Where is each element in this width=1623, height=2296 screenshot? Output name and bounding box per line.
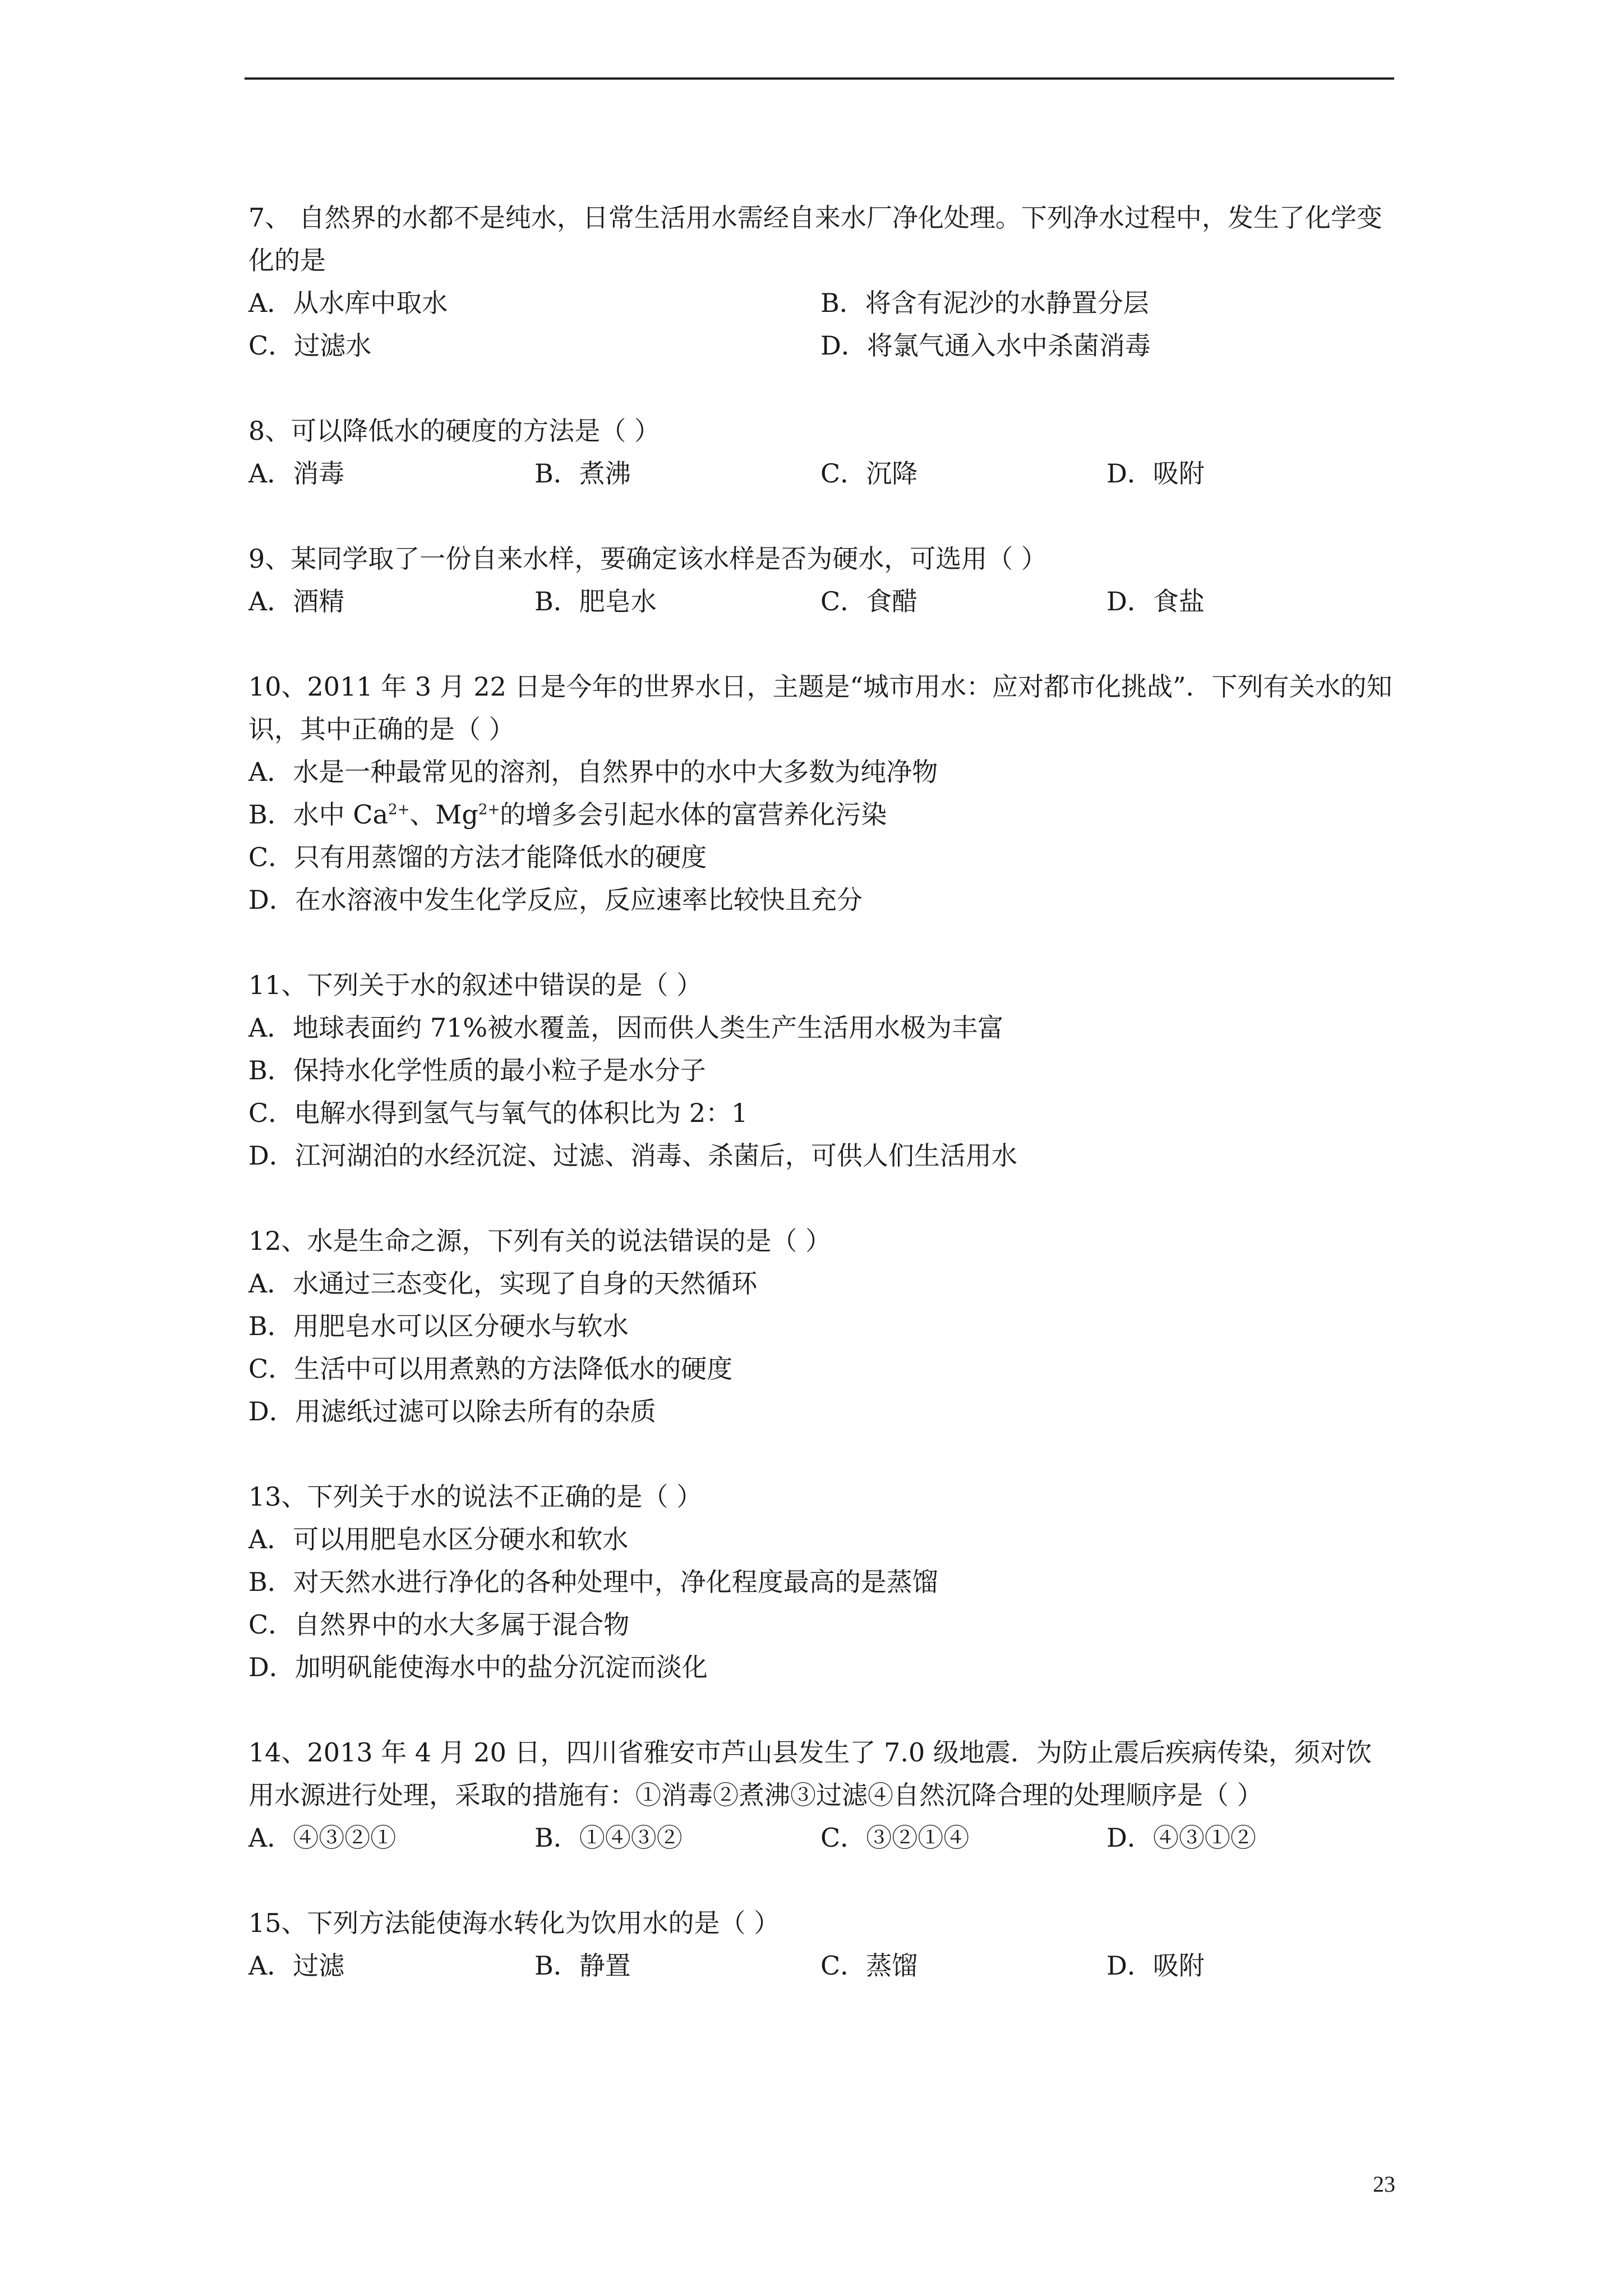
calcium-ion-charge: 2+ [388, 801, 410, 818]
question-15-option-a: A．过滤 [248, 1950, 345, 1981]
question-9-option-c: C．食醋 [820, 586, 918, 616]
question-9-stem: 9、某同学取了一份自来水样，要确定该水样是否为硬水，可选用（ ） [248, 544, 1047, 574]
question-12-option-b: B．用肥皂水可以区分硬水与软水 [248, 1311, 629, 1341]
question-14-option-d: D．④③①② [1106, 1823, 1256, 1853]
question-14-option-a: A．④③②① [248, 1823, 396, 1853]
question-11-option-a: A．地球表面约 71%被水覆盖，因而供人类生产生活用水极为丰富 [248, 1013, 1004, 1043]
question-15-option-b: B．静置 [534, 1950, 631, 1981]
question-8-stem: 8、可以降低水的硬度的方法是（ ） [248, 416, 660, 446]
question-13-option-b: B．对天然水进行净化的各种处理中，净化程度最高的是蒸馏 [248, 1567, 938, 1597]
question-12-option-d: D．用滤纸过滤可以除去所有的杂质 [248, 1396, 656, 1427]
question-11-option-d: D．江河湖泊的水经沉淀、过滤、消毒、杀菌后，可供人们生活用水 [248, 1140, 1017, 1171]
question-15-options [248, 1944, 1395, 1987]
question-14-option-c: C．③②①④ [820, 1823, 970, 1853]
question-12-option-c: C．生活中可以用煮熟的方法降低水的硬度 [248, 1354, 733, 1384]
question-11-option-c: C．电解水得到氢气与氧气的体积比为 2：1 [248, 1098, 748, 1128]
header-rule [245, 77, 1394, 80]
question-list [248, 196, 1395, 2030]
question-10-option-b-pre: B．水中 Ca [248, 799, 389, 830]
question-10-option-b-mid: 、Mg [409, 799, 478, 830]
question-11 [248, 964, 1395, 1177]
question-9 [248, 537, 1395, 623]
question-11-options [248, 1006, 1395, 1177]
question-9-options [248, 580, 1395, 623]
question-10-option-d: D．在水溶液中发生化学反应，反应速率比较快且充分 [248, 885, 863, 915]
question-12 [248, 1220, 1395, 1433]
question-13-option-a: A．可以用肥皂水区分硬水和软水 [248, 1524, 629, 1554]
question-14 [248, 1731, 1395, 1859]
question-9-option-b: B．肥皂水 [534, 586, 657, 616]
question-14-stem: 14、2013 年 4 月 20 日，四川省雅安市芦山县发生了 7.0 级地震．为防止震后疾病传染，须对饮用水源进行处理，采取的措施有：①消毒②煮沸③过滤④自然沉降合理的处理顺序是（ ） [248, 1737, 1372, 1810]
question-15-stem: 15、下列方法能使海水转化为饮用水的是（ ） [248, 1908, 780, 1938]
question-7-option-d: D．将氯气通入水中杀菌消毒 [820, 330, 1151, 361]
question-13 [248, 1475, 1395, 1688]
question-7-option-b: B．将含有泥沙的水静置分层 [820, 288, 1149, 318]
question-7-stem: 7、 自然界的水都不是纯水，日常生活用水需经自来水厂净化处理。下列净水过程中，发生了化学变化的是 [248, 203, 1382, 275]
question-10-option-b [248, 793, 1395, 836]
question-13-options [248, 1518, 1395, 1688]
question-13-stem: 13、下列关于水的说法不正确的是（ ） [248, 1481, 703, 1512]
question-8-option-a: A．消毒 [248, 458, 345, 489]
question-10-option-c: C．只有用蒸馏的方法才能降低水的硬度 [248, 842, 707, 872]
question-8-options [248, 452, 1395, 495]
question-9-option-d: D．食盐 [1106, 586, 1205, 616]
question-11-stem: 11、下列关于水的叙述中错误的是（ ） [248, 970, 703, 1000]
question-14-options [248, 1816, 1395, 1859]
question-7-option-a: A．从水库中取水 [248, 288, 448, 318]
question-15-option-c: C．蒸馏 [820, 1950, 918, 1981]
question-10-options [248, 751, 1395, 921]
question-8-option-c: C．沉降 [820, 458, 918, 489]
page-number: 23 [1373, 2171, 1395, 2197]
question-10-option-b-post: 的增多会引起水体的富营养化污染 [500, 799, 887, 830]
magnesium-ion-charge: 2+ [478, 801, 500, 818]
question-7 [248, 196, 1395, 367]
question-14-option-b: B．①④③② [534, 1823, 683, 1853]
question-12-options [248, 1262, 1395, 1433]
question-11-option-b: B．保持水化学性质的最小粒子是水分子 [248, 1055, 706, 1085]
question-10 [248, 665, 1395, 921]
question-13-option-c: C．自然界中的水大多属于混合物 [248, 1609, 630, 1640]
question-12-stem: 12、水是生命之源，下列有关的说法错误的是（ ） [248, 1226, 832, 1256]
question-12-option-a: A．水通过三态变化，实现了自身的天然循环 [248, 1268, 758, 1299]
question-8-option-d: D．吸附 [1106, 458, 1205, 489]
question-8-option-b: B．煮沸 [534, 458, 631, 489]
question-10-stem: 10、2011 年 3 月 22 日是今年的世界水日，主题是“城市用水：应对都市化挑战”．下列有关水的知识，其中正确的是（ ） [248, 671, 1393, 744]
question-7-option-c: C．过滤水 [248, 330, 372, 361]
question-15 [248, 1902, 1395, 1987]
question-13-option-d: D．加明矾能使海水中的盐分沉淀而淡化 [248, 1652, 708, 1682]
question-15-option-d: D．吸附 [1106, 1950, 1205, 1981]
question-10-option-a: A．水是一种最常见的溶剂，自然界中的水中大多数为纯净物 [248, 757, 938, 787]
question-7-options [248, 282, 1395, 367]
question-8 [248, 409, 1395, 495]
question-9-option-a: A．酒精 [248, 586, 345, 616]
